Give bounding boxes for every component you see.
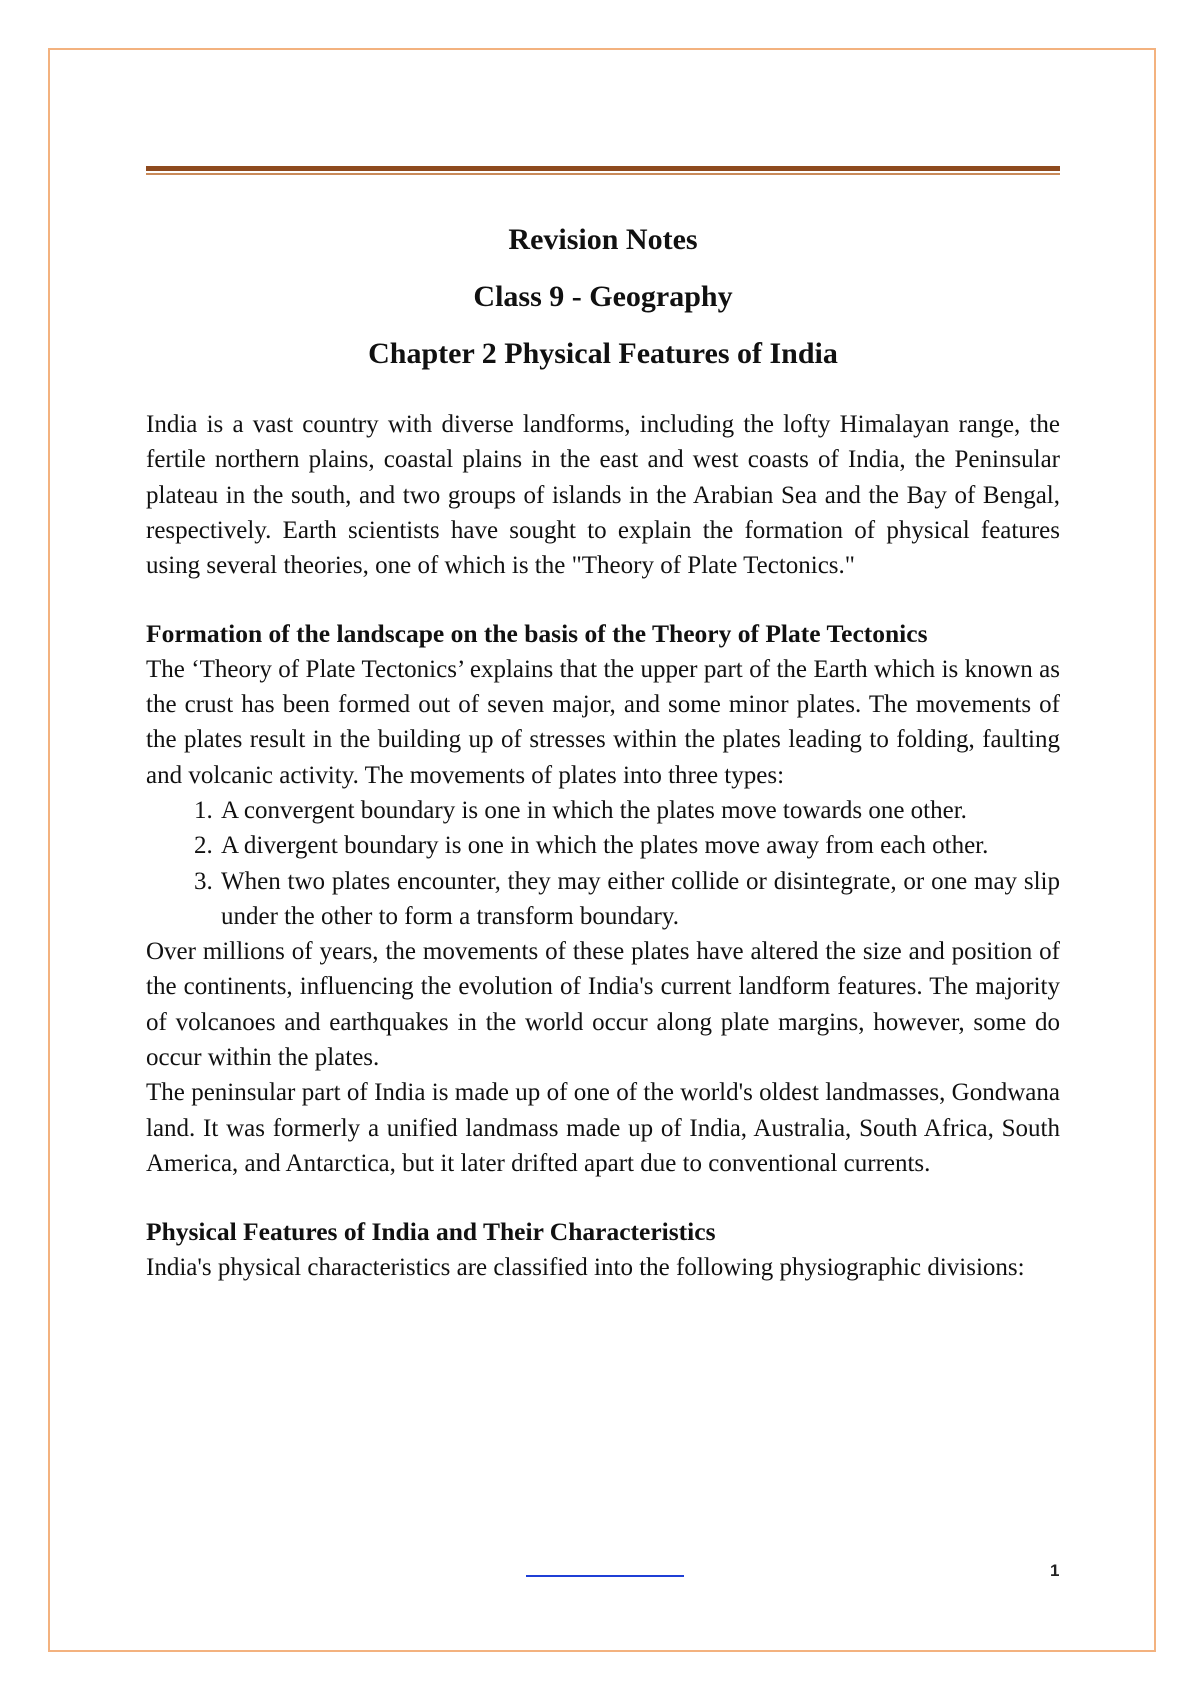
- intro-paragraph: India is a vast country with diverse landforms, including the lofty Himalayan range, the fertile northern plains, coastal plains in the east and west coasts of India, the Peninsular plateau in the south, and two groups of islands in the Arabian Sea and the Bay of Bengal, respectively. Earth scientists have sought to explain the formation of physical features using several theories, one of which is the "Theory of Plate Tectonics.": [146, 411, 1060, 580]
- list-item: 3. When two plates encounter, they may either collide or disintegrate, or one may slip under the other to form a transform boundary.: [219, 864, 1060, 935]
- spacer: [146, 1181, 1060, 1214]
- chapter-title: Chapter 2 Physical Features of India: [368, 337, 838, 370]
- boundary-types-list: [146, 793, 1060, 934]
- list-item: 2. A divergent boundary is one in which the plates move away from each other.: [219, 828, 1060, 863]
- page-number: 1: [1050, 1561, 1060, 1580]
- gondwana-paragraph: The peninsular part of India is made up of one of the world's oldest landmasses, Gondwana land. It was formerly a unified landmass made up of India, Australia, South Africa, South America, and Antarctica, but it later drifted apart due to conventional currents.: [146, 1079, 1060, 1177]
- spacer: [146, 583, 1060, 616]
- plate-tectonics-paragraph: The ‘Theory of Plate Tectonics’ explains that the upper part of the Earth which is known as the crust has been formed out of seven major, and some minor plates. The movements of the plates result in the building up of stresses within the plates leading to folding, faulting and volcanic activity. The movements of plates into three types:: [146, 655, 1060, 789]
- document-title: Revision Notes: [508, 223, 698, 256]
- section-heading-physical-features: Physical Features of India and Their Characteristics: [146, 1217, 716, 1247]
- header-rule: [146, 166, 1060, 175]
- physiographic-divisions-paragraph: India's physical characteristics are classified into the following physiographic divisions:: [146, 1253, 1025, 1281]
- header-rule-thin: [146, 173, 1060, 175]
- document-subtitle: Class 9 - Geography: [473, 280, 733, 313]
- document-body: [146, 222, 1060, 1285]
- plate-movement-paragraph: Over millions of years, the movements of these plates have altered the size and position of the continents, influencing the evolution of India's current landform features. The majority of volcanoes and earthquakes in the world occur along plate margins, however, some do occur within the plates.: [146, 938, 1060, 1072]
- footer-link-underline[interactable]: [526, 1575, 684, 1577]
- header-rule-thick: [146, 166, 1060, 171]
- list-item: 1. A convergent boundary is one in which the plates move towards one other.: [219, 793, 1060, 828]
- section-heading-plate-tectonics: Formation of the landscape on the basis of the Theory of Plate Tectonics: [146, 619, 928, 649]
